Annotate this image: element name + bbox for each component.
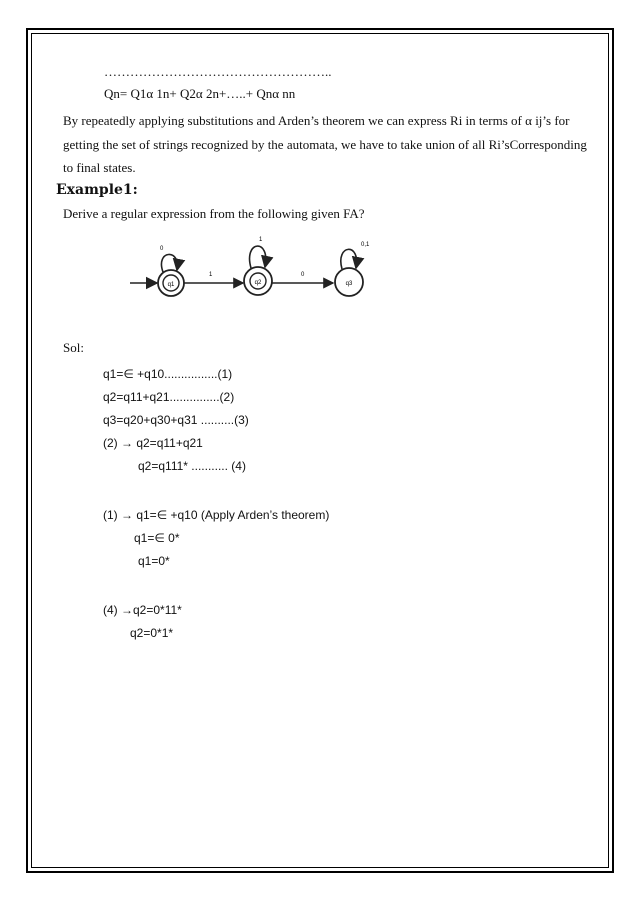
paragraph-line-2: getting the set of strings recognized by the automata, we have to take union of all Ri’sCorresponding xyxy=(63,137,587,152)
state-q2-label: q2 xyxy=(254,280,262,286)
solution-line: q3=q20+q30+q31 ..........(3) xyxy=(103,413,249,427)
self-loop-q1-label: 0 xyxy=(160,246,164,252)
self-loop-q3-label: 0,1 xyxy=(361,242,370,248)
question-text: Derive a regular expression from the following given FA? xyxy=(63,206,365,221)
formula-line: Qn= Q1α 1n+ Q2α 2n+…..+ Qnα nn xyxy=(104,86,296,101)
self-loop-q2-label: 1 xyxy=(259,237,263,243)
example-title: Example1: xyxy=(56,182,138,198)
dots-line: …………………………………………….. xyxy=(104,64,332,79)
solution-line: q2=q11+q21...............(2) xyxy=(103,390,235,404)
self-loop-q2 xyxy=(250,246,266,268)
solution-line: q1=∈ 0* xyxy=(134,531,180,545)
paragraph-line-3: to final states. xyxy=(63,160,136,175)
solution-line: (1) → q1=∈ +q10 (Apply Arden’s theorem) xyxy=(103,508,330,522)
solution-line: q2=q111* ........... (4) xyxy=(138,459,246,473)
transition-q1-q2-label: 1 xyxy=(209,272,213,278)
state-q1-label: q1 xyxy=(167,282,175,288)
solution-line: (2) → q2=q11+q21 xyxy=(103,436,203,450)
solution-line: q1=∈ +q10................(1) xyxy=(103,367,233,381)
fa-diagram xyxy=(125,228,385,318)
page-border-inner xyxy=(31,33,609,868)
state-q3-label: q3 xyxy=(345,281,353,287)
state-q1 xyxy=(158,270,184,296)
solution-line: (4) →q2=0*11* xyxy=(103,603,182,617)
solution-line: q2=0*1* xyxy=(130,626,174,640)
solution-label: Sol: xyxy=(63,340,84,355)
state-q3 xyxy=(335,268,363,296)
paragraph-line-1: By repeatedly applying substitutions and Arden’s theorem we can express Ri in terms of α ij’s for xyxy=(63,113,570,128)
solution-line: q1=0* xyxy=(138,554,170,568)
transition-q2-q3-label: 0 xyxy=(301,272,305,278)
state-q2 xyxy=(244,267,272,295)
self-loop-q3 xyxy=(341,249,357,269)
